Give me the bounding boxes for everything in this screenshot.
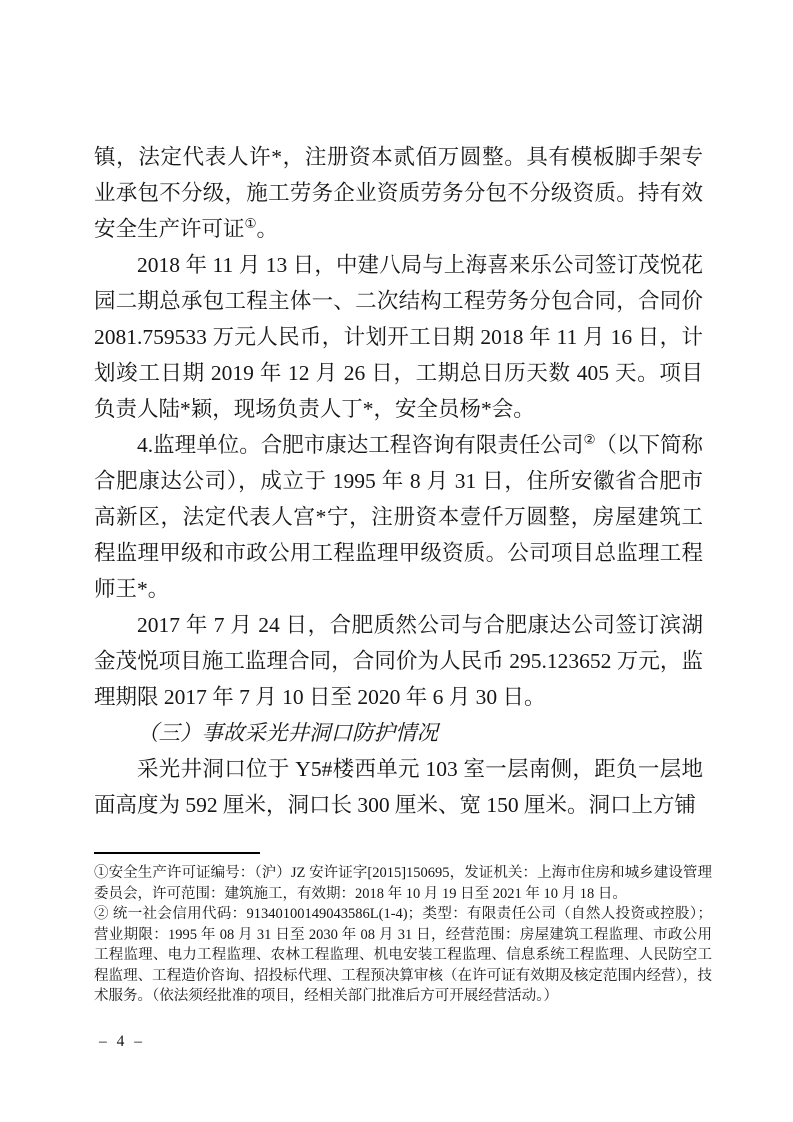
paragraph-text: 4.监理单位。合肥市康达工程咨询有限责任公司: [137, 433, 584, 457]
page-number: – 4 –: [99, 1033, 145, 1050]
section-heading-skylight-protection: （三）事故采光井洞口防护情况: [137, 721, 439, 745]
footnote-separator-rule: [94, 852, 260, 854]
document-body: [94, 139, 703, 823]
footnote-ref-2: ②: [583, 431, 596, 447]
paragraph-text: 。: [256, 217, 278, 241]
paragraph-text: 镇，法定代表人许*，注册资本贰佰万圆整。具有模板脚手架专业承包不分级，施工劳务企业资质劳务分包不分级资质。持有效安全生产许可证: [94, 145, 703, 241]
paragraph-skylight-opening: 采光井洞口位于 Y5#楼西单元 103 室一层南侧，距负一层地面高度为 592 厘米，洞口长 300 厘米、宽 150 厘米。洞口上方铺: [94, 757, 703, 817]
footnote-2: ② 统一社会信用代码：91340100149043586L(1-4)；类型：有限责任公司（自然人投资或控股）；营业期限：1995 年 08 月 31 日至 2030 年 08 月 31 日，经营范围：房屋建筑工程监理、市政公用工程监理、电力工程监理、农林工程监理、机电安装工程监理、信息系统工程监理、人民防空工程监理、工程造价咨询、招投标代理、工程预决算审核（在许可证有效期及核定范围内经营），技术服务。（依法须经批准的项目，经相关部门批准后方可开展经营活动。）: [94, 906, 712, 1004]
paragraph-supervision-unit: [94, 427, 703, 607]
footnotes-section: [94, 852, 712, 1007]
paragraph-subcontract-signing: 2018 年 11 月 13 日，中建八局与上海喜来乐公司签订茂悦花园二期总承包工程主体一、二次结构工程劳务分包合同，合同价 2081.759533 万元人民币，计划开工日期 2018 年 11 月 16 日，计划竣工日期 2019 年 12 月 26 日，工期总日历天数 405 天。项目负责人陆*颖，现场负责人丁*，安全员杨*会。: [94, 253, 703, 421]
footnote-1: ①安全生产许可证编号：（沪）JZ 安许证字[2015]150695，发证机关：上海市住房和城乡建设管理委员会，许可范围：建筑施工，有效期：2018 年 10 月 19 日至 2021 年 10 月 18 日。: [94, 865, 712, 902]
footnote-ref-1: ①: [244, 215, 257, 231]
paragraph-text: （以下简称合肥康达公司），成立于 1995 年 8 月 31 日，住所安徽省合肥市高新区，法定代表人宫*宁，注册资本壹仟万圆整，房屋建筑工程监理甲级和市政公用工程监理甲级资质。公司项目总监理工程师王*。: [94, 433, 703, 601]
paragraph-labor-subcontractor-continuation: [94, 139, 703, 247]
paragraph-supervision-contract: 2017 年 7 月 24 日，合肥质然公司与合肥康达公司签订滨湖金茂悦项目施工监理合同，合同价为人民币 295.123652 万元，监理期限 2017 年 7 月 10 日至 2020 年 6 月 30 日。: [94, 613, 703, 709]
